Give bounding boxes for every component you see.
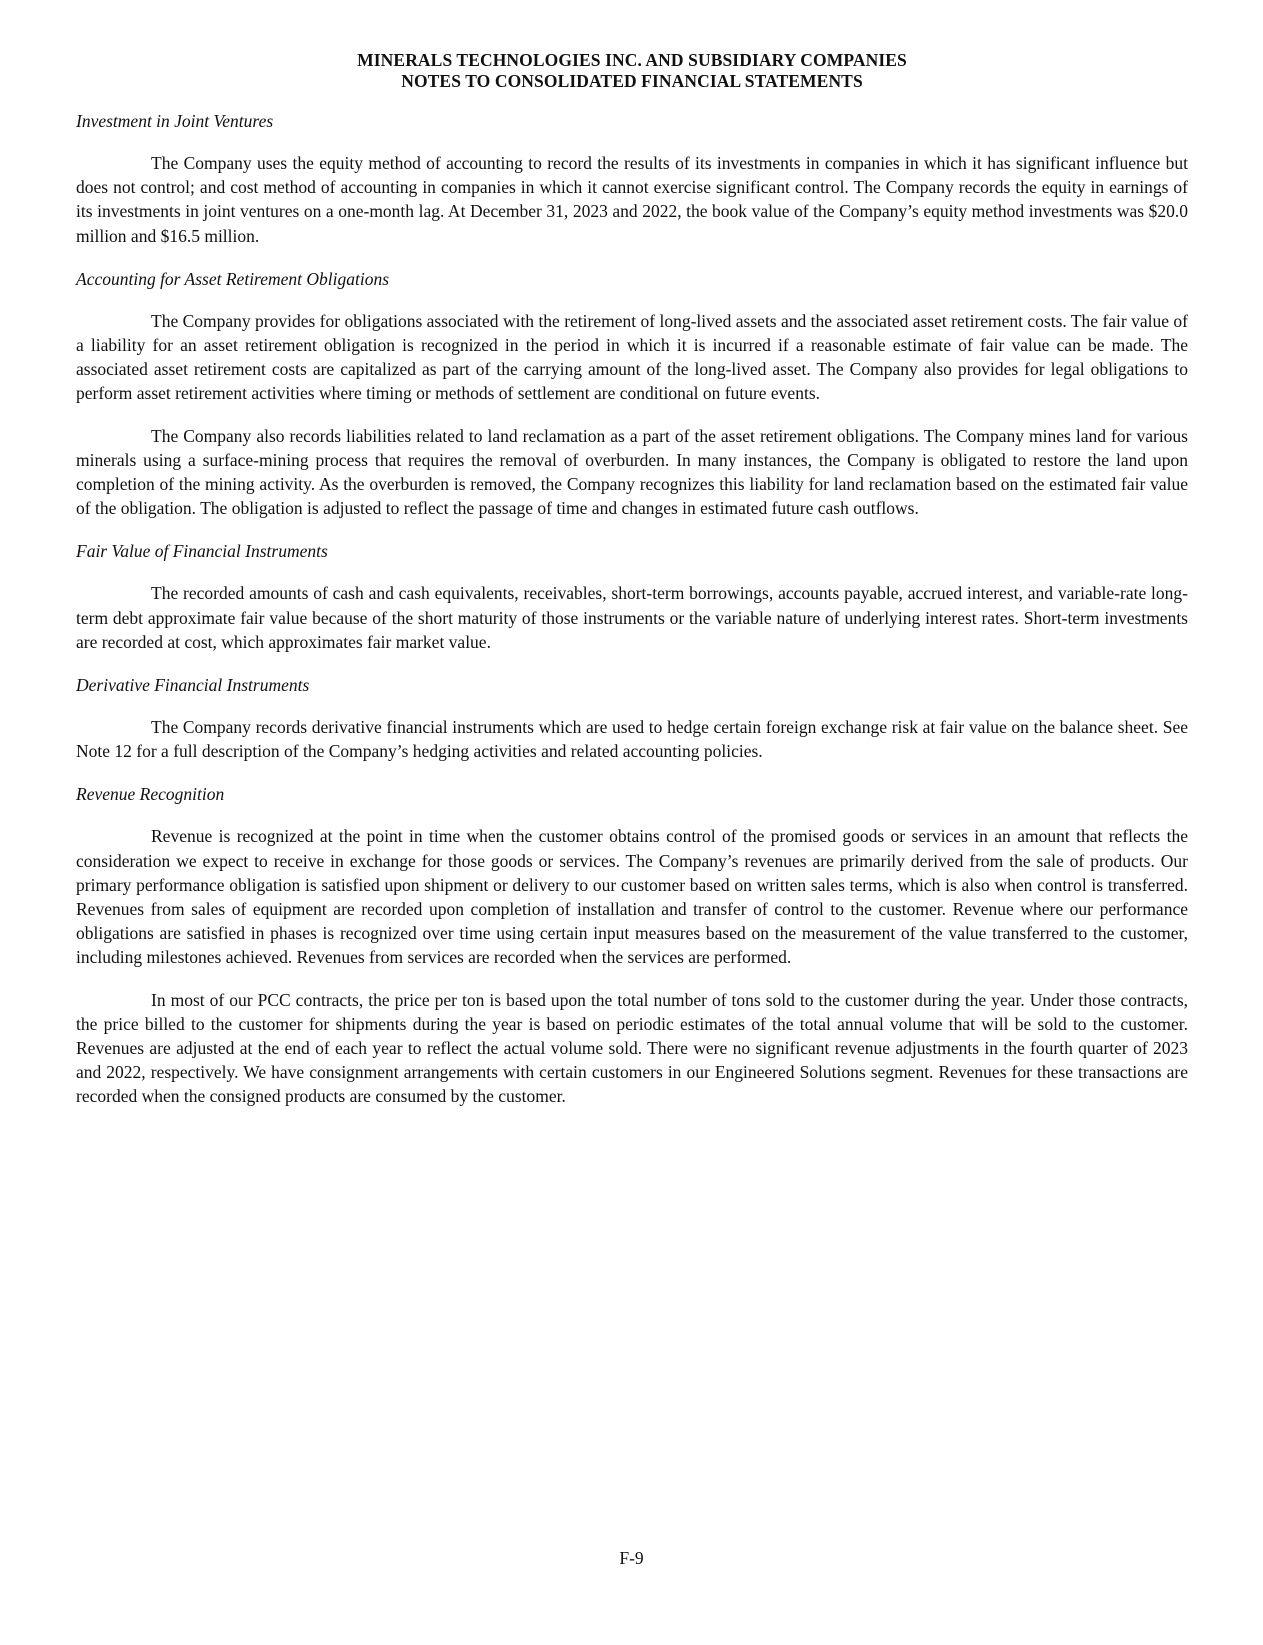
body-paragraph: The Company provides for obligations associated with the retirement of long-lived assets and the associated asset retirement costs. The fair value of a liability for an asset retirement obligation is recognized in the period in which it is incurred if a reasonable estimate of fair value can be made. The associated asset retirement costs are capitalized as part of the carrying amount of the long-lived asset. The Company also provides for legal obligations to perform asset retirement activities where timing or methods of settlement are conditional on future events. — [76, 310, 1188, 404]
body-paragraph: The Company records derivative financial instruments which are used to hedge certain foreign exchange risk at fair value on the balance sheet. See Note 12 for a full description of the Company’s hedging activities and related accounting policies. — [76, 717, 1188, 762]
body-paragraph: In most of our PCC contracts, the price per ton is based upon the total number of tons sold to the customer during the year. Under those contracts, the price billed to the customer for shipments during the year is based on periodic estimates of the total annual volume that will be sold to the customer. Revenues are adjusted at the end of each year to reflect the actual volume sold. There were no significant revenue adjustments in the fourth quarter of 2023 and 2022, respectively. We have consignment arrangements with certain customers in our Engineered Solutions segment. Revenues for these transactions are recorded when the consigned products are consumed by the customer. — [76, 989, 1188, 1107]
section-asset-retirement-obligations — [76, 267, 1188, 521]
section-heading: Revenue Recognition — [76, 784, 225, 805]
section-heading: Fair Value of Financial Instruments — [76, 541, 328, 562]
body-paragraph: The Company uses the equity method of accounting to record the results of its investments in companies in which it has significant influence but does not control; and cost method of accounting in companies in which it cannot exercise significant control. The Company records the equity in earnings of its investments in joint ventures on a one-month lag. At December 31, 2023 and 2022, the book value of the Company’s equity method investments was $20.0 million and $16.5 million. — [76, 153, 1188, 246]
section-fair-value-financial-instruments — [76, 539, 1188, 654]
document-header — [76, 50, 1188, 92]
page-number: F-9 — [619, 1548, 644, 1568]
body-paragraph: Revenue is recognized at the point in time when the customer obtains control of the promised goods or services in an amount that reflects the consideration we expect to receive in exchange for those goods or services. The Company’s revenues are primarily derived from the sale of products. Our primary performance obligation is satisfied upon shipment or delivery to our customer based on written sales terms, which is also when control is transferred. Revenues from sales of equipment are recorded upon completion of installation and transfer of control to the customer. Revenue where our performance obligations are satisfied in phases is recognized over time using certain input measures based on the measurement of the value transferred to the customer, including milestones achieved. Revenues from services are recorded when the services are performed. — [76, 826, 1188, 968]
section-heading: Investment in Joint Ventures — [76, 111, 274, 131]
body-paragraph: The recorded amounts of cash and cash equivalents, receivables, short-term borrowings, accounts payable, accrued interest, and variable-rate long-term debt approximate fair value because of the short maturity of those instruments or the variable nature of underlying interest rates. Short-term investments are recorded at cost, which approximates fair market value. — [76, 583, 1188, 652]
section-revenue-recognition — [76, 782, 1188, 1108]
section-heading: Derivative Financial Instruments — [76, 675, 310, 696]
section-heading: Accounting for Asset Retirement Obligations — [76, 268, 390, 289]
section-investment-joint-ventures — [76, 109, 1188, 248]
section-derivative-financial-instruments — [76, 673, 1188, 763]
statement-title: NOTES TO CONSOLIDATED FINANCIAL STATEMENTS — [401, 71, 863, 91]
document-page — [76, 50, 1188, 1109]
company-title: MINERALS TECHNOLOGIES INC. AND SUBSIDIARY COMPANIES — [357, 50, 907, 70]
body-paragraph: The Company also records liabilities related to land reclamation as a part of the asset retirement obligations. The Company mines land for various minerals using a surface-mining process that requires the removal of overburden. In many instances, the Company is obligated to restore the land upon completion of the mining activity. As the overburden is removed, the Company recognizes this liability for land reclamation based on the estimated fair value of the obligation. The obligation is adjusted to reflect the passage of time and changes in estimated future cash outflows. — [76, 425, 1188, 519]
